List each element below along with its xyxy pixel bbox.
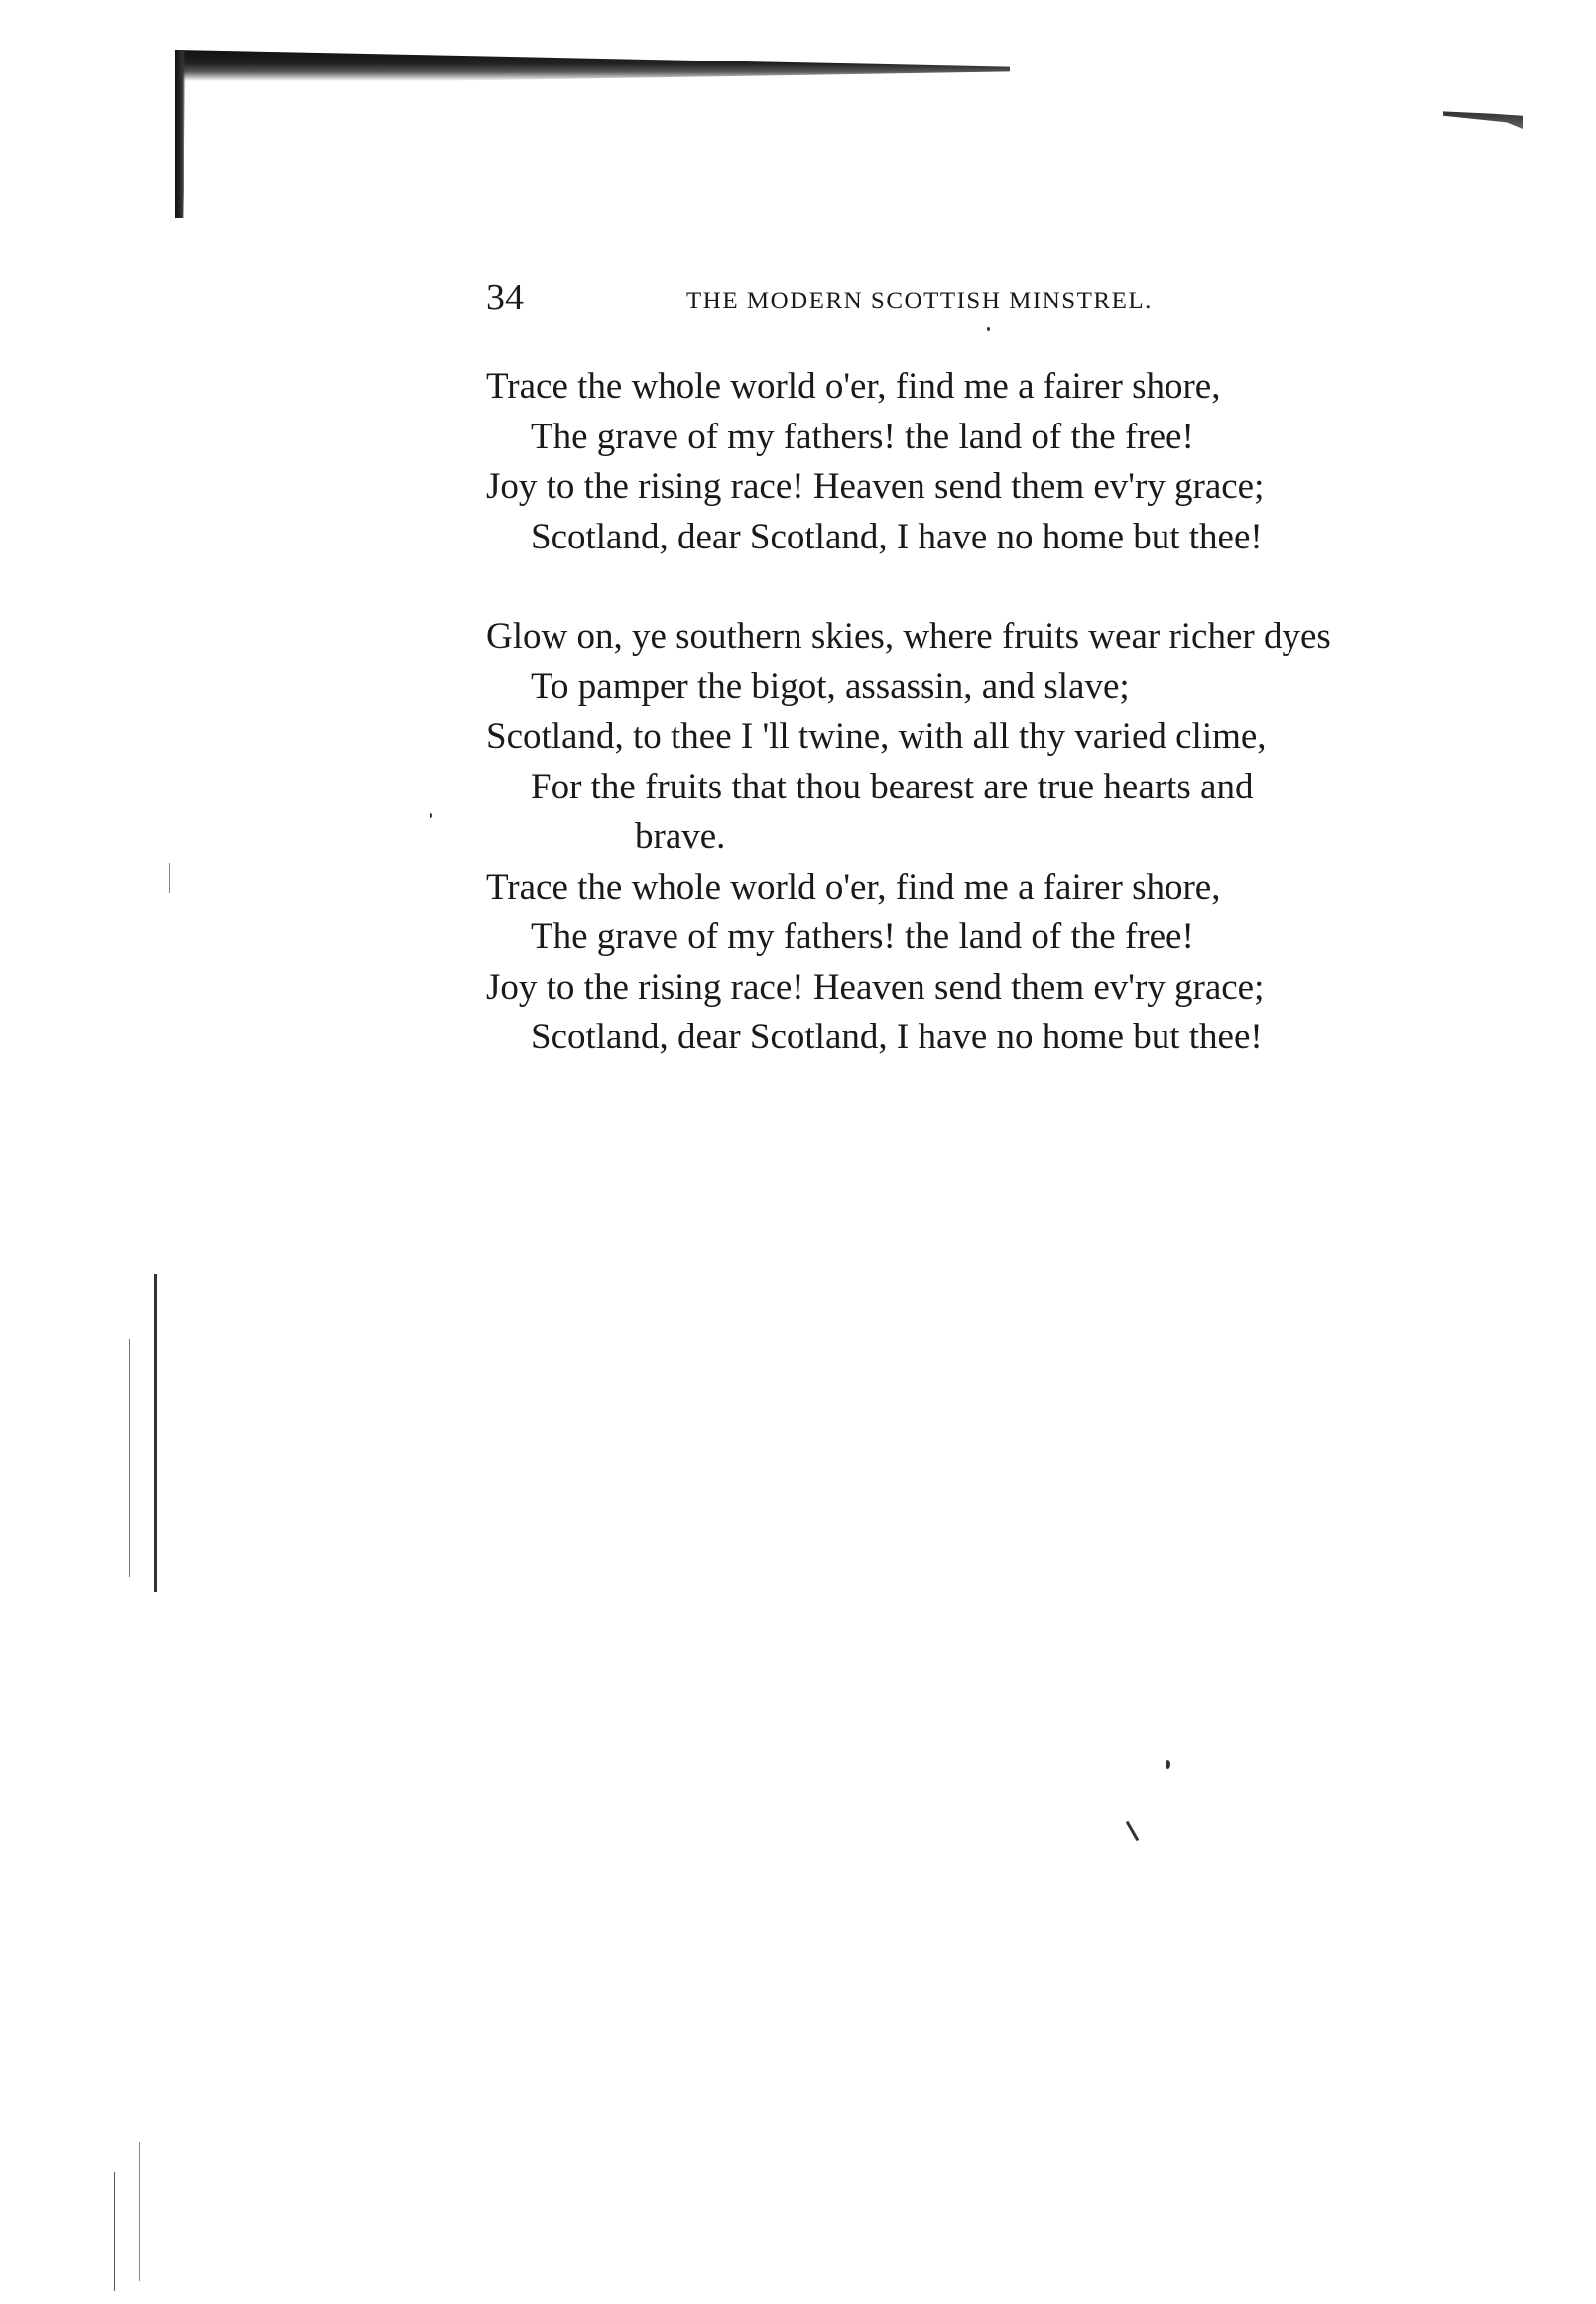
poem-body [486,362,1478,1063]
poem-line: Joy to the rising race! Heaven send them ev'ry grace; [486,966,1265,1008]
scan-margin-line [169,863,170,893]
poem-line: Trace the whole world o'er, find me a fairer shore, [486,366,1221,407]
running-header [486,273,1280,322]
poem-line: Glow on, ye southern skies, where fruits wear richer dyes [486,616,1331,657]
running-title: THE MODERN SCOTTISH MINSTREL. [686,288,1153,314]
scan-speck [1126,1821,1140,1842]
poem-line: Scotland, dear Scotland, I have no home but thee! [531,516,1263,557]
poem-line: Joy to the rising race! Heaven send them ev'ry grace; [486,466,1265,507]
poem-line: The grave of my fathers! the land of the free! [531,916,1194,957]
poem-line: To pamper the bigot, assassin, and slave; [531,666,1130,707]
scan-shadow-left [175,50,186,218]
scan-speck [987,327,990,331]
stanza-1 [486,362,1478,562]
scan-speck [1166,1760,1170,1769]
poem-line: brave. [635,816,726,857]
poem-line: For the fruits that thou bearest are true hearts and [531,766,1254,807]
stanza-3 [486,863,1478,1063]
poem-line: Trace the whole world o'er, find me a fairer shore, [486,866,1221,908]
scan-margin-line [129,1339,130,1577]
scan-margin-line [154,1274,157,1592]
poem-line: Scotland, to thee I 'll twine, with all thy varied clime, [486,716,1267,757]
poem-line: Scotland, dear Scotland, I have no home but thee! [531,1017,1263,1057]
scan-margin-line [139,2142,140,2281]
page-number: 34 [486,277,524,318]
poem-line: The grave of my fathers! the land of the free! [531,416,1194,457]
scan-margin-line [114,2172,115,2291]
scan-shadow-top [177,50,1010,81]
stanza-2 [486,612,1478,863]
scan-mark-top-right [1443,107,1523,129]
scan-speck [430,813,432,818]
